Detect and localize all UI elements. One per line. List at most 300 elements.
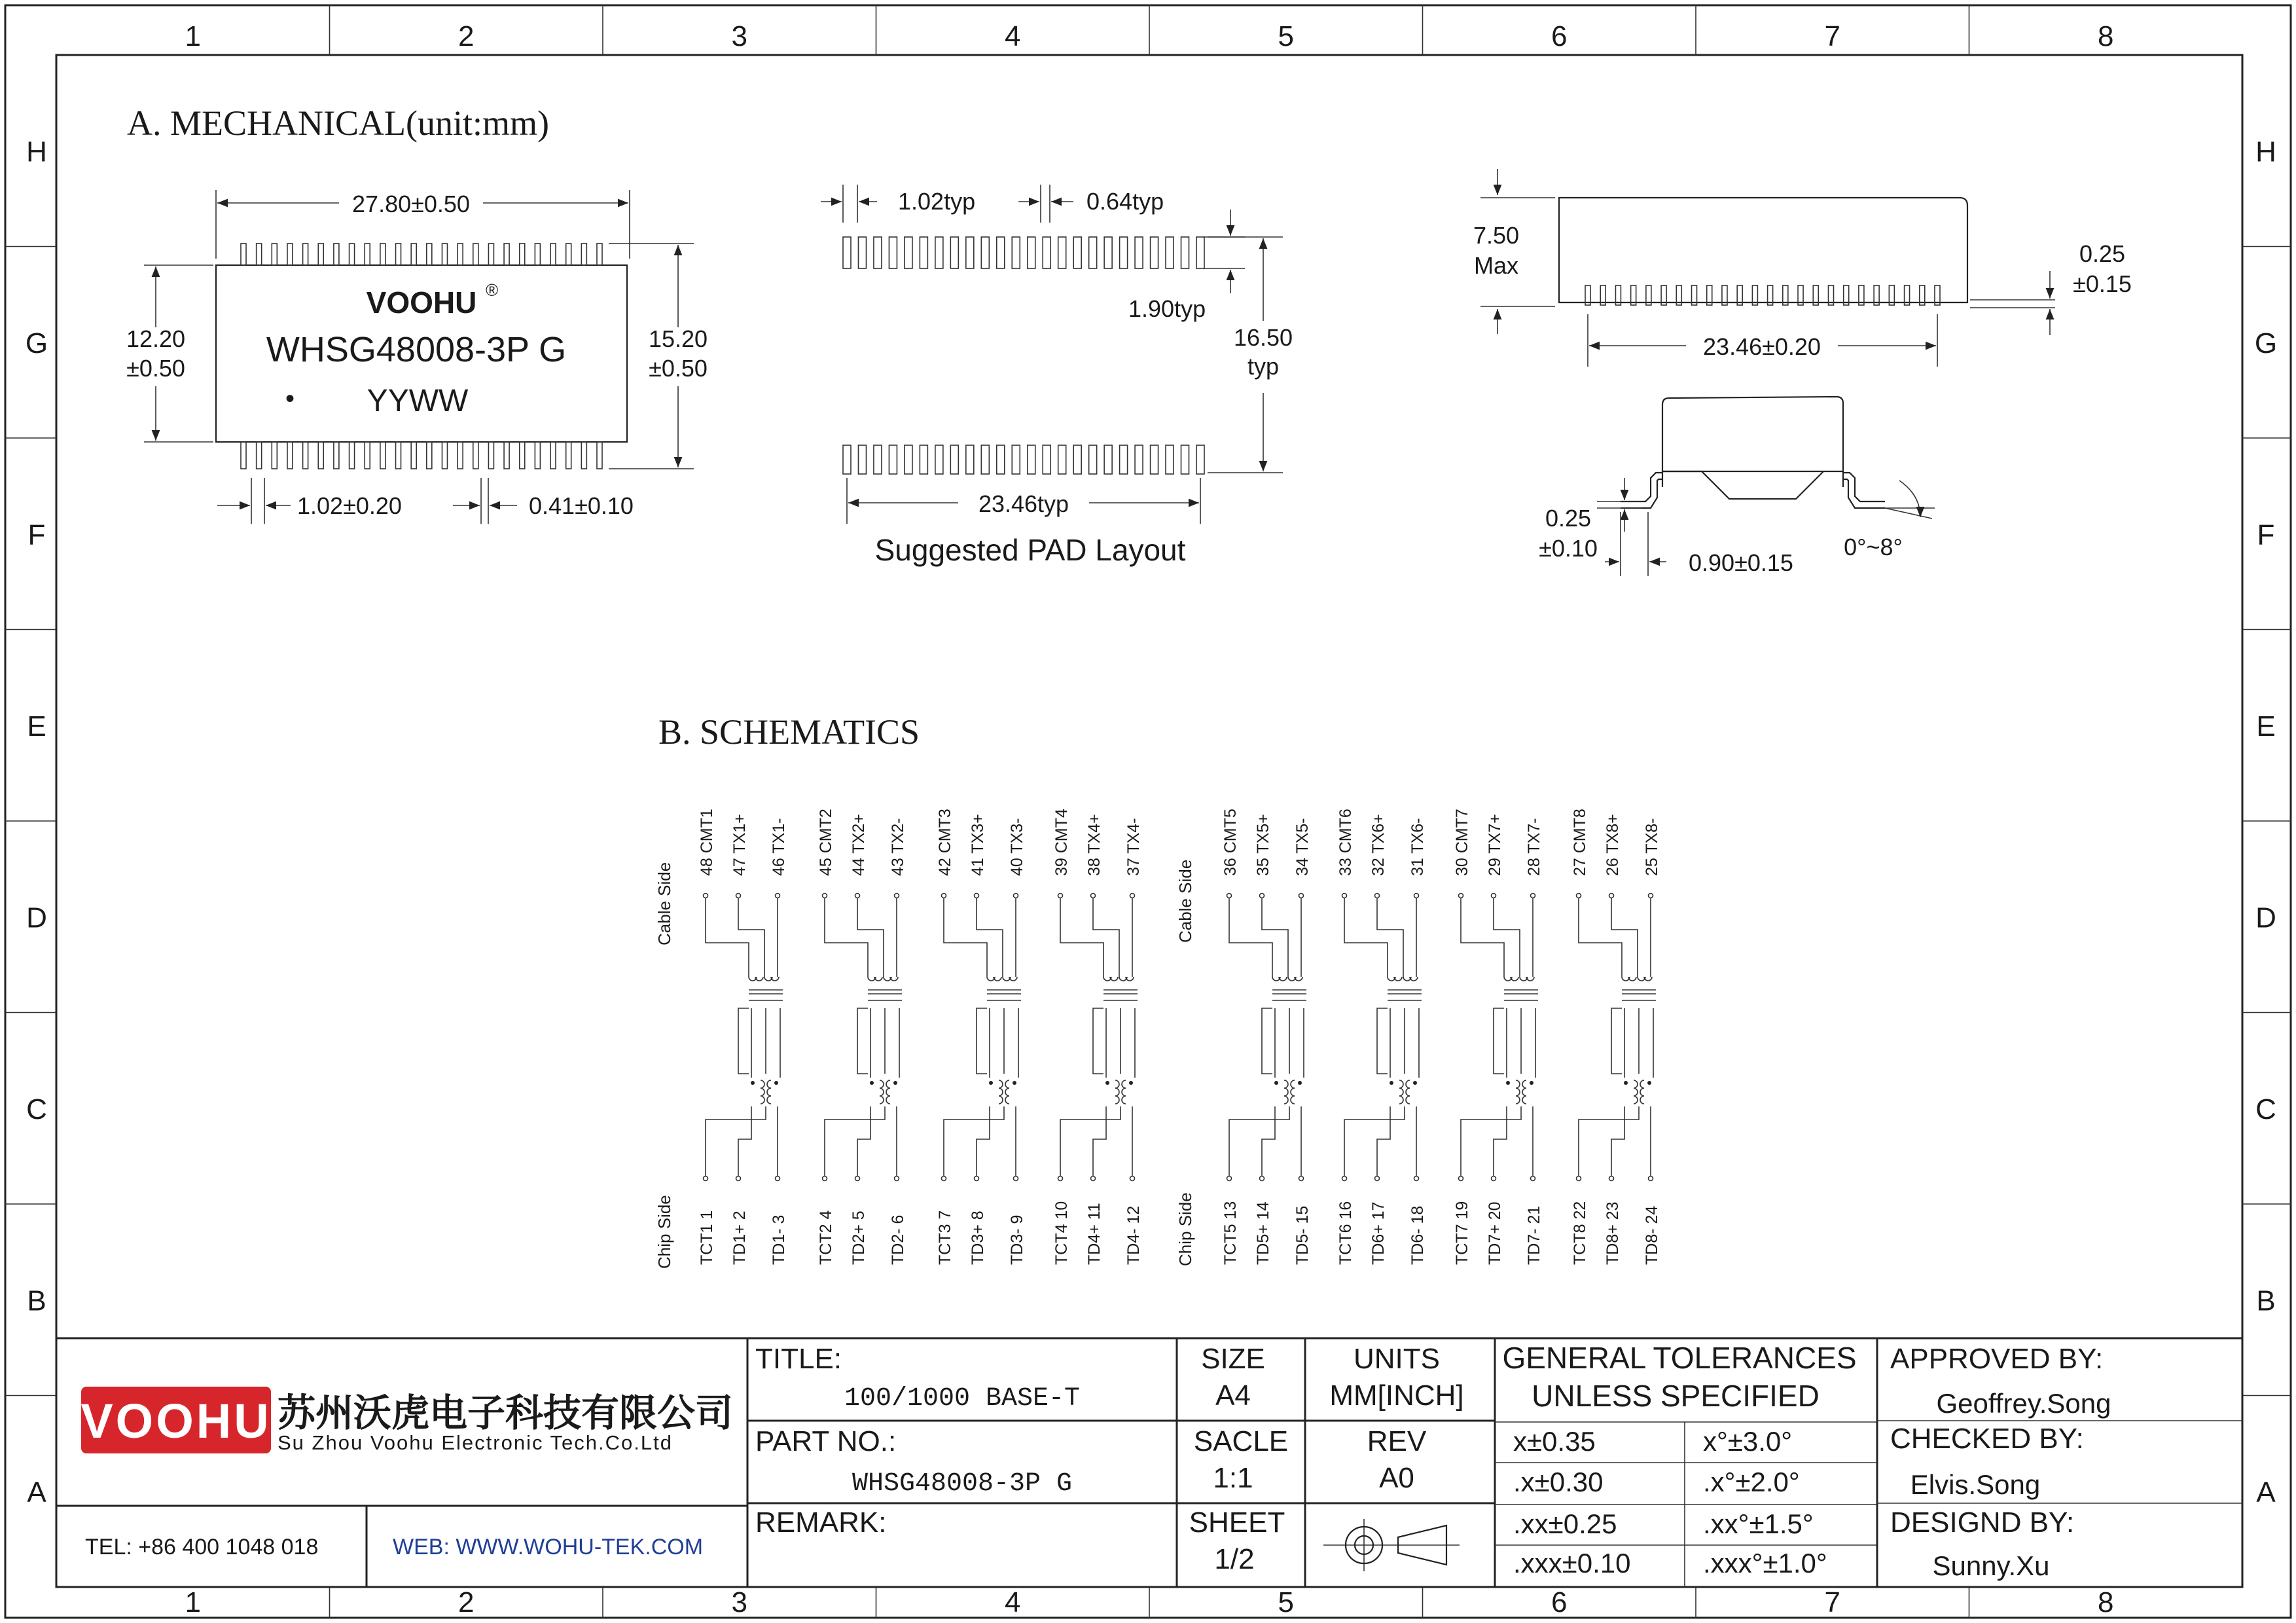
pin-terminal xyxy=(776,894,780,898)
lead xyxy=(303,442,308,469)
pad xyxy=(1028,237,1035,268)
pad xyxy=(981,445,989,474)
lead xyxy=(488,442,493,469)
checked-label: CHECKED BY: xyxy=(1890,1423,2084,1455)
pad xyxy=(1058,445,1066,474)
chip-side-label-right: Chip Side xyxy=(1175,1192,1195,1266)
pad xyxy=(1043,445,1050,474)
zone-row-label: E xyxy=(27,710,46,742)
designed-label: DESIGND BY: xyxy=(1890,1506,2075,1539)
zone-col-label: 1 xyxy=(185,20,201,52)
units-label: UNITS xyxy=(1354,1343,1440,1375)
lead xyxy=(488,244,493,265)
pad xyxy=(997,237,1005,268)
schematic-channel xyxy=(936,809,1026,1265)
schematic-channel xyxy=(817,809,907,1265)
lead xyxy=(550,442,556,469)
pad xyxy=(1058,237,1066,268)
lead xyxy=(350,442,355,469)
pin-label-chip: TCT6 16 xyxy=(1336,1201,1355,1265)
pin-terminal xyxy=(1014,894,1018,898)
pad xyxy=(1089,445,1097,474)
lead xyxy=(581,442,586,469)
zone-row-label: G xyxy=(2254,327,2278,359)
pad xyxy=(1073,237,1081,268)
lead xyxy=(396,442,401,469)
end-view xyxy=(1539,397,1935,576)
pin-label-cable: 26 TX8+ xyxy=(1604,814,1622,876)
pin-terminal xyxy=(1414,894,1419,898)
lead xyxy=(504,244,509,265)
pad xyxy=(935,445,943,474)
dim-body-height-value: 12.20 xyxy=(126,325,186,352)
pin-label-cable: 40 TX3- xyxy=(1008,818,1026,876)
pad xyxy=(950,445,958,474)
pin-label-cable: 35 TX5+ xyxy=(1254,814,1272,876)
company-tel: TEL: +86 400 1048 018 xyxy=(85,1535,319,1559)
size-value: A4 xyxy=(1215,1379,1251,1412)
top-view xyxy=(126,190,708,524)
pin-terminal xyxy=(1130,894,1135,898)
pin-label-cable: 42 CMT3 xyxy=(936,809,954,876)
pin-label-chip: TCT3 7 xyxy=(936,1210,954,1265)
sheet-value: 1/2 xyxy=(1214,1543,1255,1575)
zone-row-label: F xyxy=(27,519,46,551)
pin-terminal xyxy=(1260,1176,1265,1181)
lead xyxy=(241,442,246,469)
dim-lead-width: 0.41±0.10 xyxy=(529,492,634,519)
lead xyxy=(303,244,308,265)
dim-total-height-value: 15.20 xyxy=(648,325,708,352)
lead xyxy=(287,244,293,265)
zone-col-label: 3 xyxy=(731,1586,747,1618)
zone-row-label: B xyxy=(2256,1285,2276,1317)
dim-pad-length-total: 23.46typ xyxy=(978,490,1069,517)
lead xyxy=(272,442,277,469)
pin-terminal xyxy=(1058,894,1063,898)
pad xyxy=(1151,237,1158,268)
lead xyxy=(457,244,463,265)
pin-terminal xyxy=(855,1176,860,1181)
pad xyxy=(905,237,912,268)
brand-mark: VOOHU xyxy=(366,285,477,319)
pad xyxy=(1073,445,1081,474)
pin-terminal xyxy=(1609,1176,1614,1181)
zone-row-label: G xyxy=(25,327,48,359)
scale-value: 1:1 xyxy=(1213,1462,1253,1494)
pin-terminal xyxy=(975,1176,979,1181)
pin-terminal xyxy=(1091,894,1096,898)
pin-label-chip: TCT1 1 xyxy=(698,1210,716,1265)
pin-terminal xyxy=(736,894,741,898)
pad xyxy=(1181,237,1189,268)
pad xyxy=(889,445,897,474)
pin-terminal xyxy=(1492,894,1496,898)
pin-terminal xyxy=(1014,1176,1018,1181)
zone-col-label: 4 xyxy=(1005,20,1021,52)
sheet-label: SHEET xyxy=(1189,1506,1285,1539)
pin-label-chip: TD7+ 20 xyxy=(1486,1201,1504,1265)
zone-row-label: B xyxy=(27,1285,46,1317)
lead xyxy=(411,442,416,469)
approved-label: APPROVED BY: xyxy=(1890,1343,2104,1375)
pin-terminal xyxy=(1091,1176,1096,1181)
zone-row-label: C xyxy=(26,1093,47,1125)
lead xyxy=(566,442,571,469)
dim-pad-pitch: 1.02typ xyxy=(898,188,976,215)
pin-terminal xyxy=(1577,1176,1581,1181)
projection-symbol-icon xyxy=(1323,1519,1460,1571)
tolerance-linear: .xxx±0.10 xyxy=(1513,1548,1631,1578)
pin-terminal xyxy=(942,1176,946,1181)
pin-label-chip: TD4- 12 xyxy=(1124,1205,1143,1265)
pin-label-chip: TD7- 21 xyxy=(1525,1205,1543,1265)
pin-label-chip: TCT4 10 xyxy=(1052,1201,1071,1265)
lead xyxy=(287,442,293,469)
pin-terminal xyxy=(895,1176,899,1181)
zone-col-label: 3 xyxy=(731,20,747,52)
pin-label-cable: 36 CMT5 xyxy=(1221,809,1240,876)
dim-side-height-value: 7.50 xyxy=(1473,222,1520,249)
chip-side-label-left: Chip Side xyxy=(655,1195,674,1269)
schematic-channel xyxy=(1453,809,1543,1265)
pin-label-chip: TD1+ 2 xyxy=(730,1211,749,1265)
zone-row-label: D xyxy=(2255,902,2276,934)
pin-terminal xyxy=(1531,1176,1535,1181)
lead xyxy=(535,244,540,265)
zone-row-label: H xyxy=(2255,136,2276,168)
pad xyxy=(997,445,1005,474)
pin-terminal xyxy=(1375,894,1380,898)
pad xyxy=(1135,237,1143,268)
pad xyxy=(1151,445,1158,474)
dim-pad-span-unit: typ xyxy=(1247,353,1280,380)
tolerance-linear: .xx±0.25 xyxy=(1513,1508,1617,1539)
pad xyxy=(1166,237,1174,268)
lead xyxy=(442,244,447,265)
pad xyxy=(981,237,989,268)
title-label: TITLE: xyxy=(755,1343,842,1375)
pin-terminal xyxy=(823,1176,827,1181)
company-name-en: Su Zhou Voohu Electronic Tech.Co.Ltd xyxy=(278,1431,673,1454)
pad xyxy=(1104,237,1112,268)
zone-row-label: A xyxy=(2256,1476,2276,1508)
pad-layout xyxy=(821,185,1293,567)
pad xyxy=(1196,237,1204,268)
pin-label-chip: TD1- 3 xyxy=(770,1214,788,1265)
dim-total-height-tol: ±0.50 xyxy=(649,355,708,382)
rev-value: A0 xyxy=(1379,1462,1414,1494)
part-no-value: WHSG48008-3P G xyxy=(852,1469,1073,1499)
lead xyxy=(350,244,355,265)
pin-label-chip: TD2- 6 xyxy=(889,1214,907,1265)
zone-row-label: E xyxy=(2256,710,2276,742)
pad xyxy=(1012,237,1020,268)
pin-terminal xyxy=(942,894,946,898)
zone-col-label: 4 xyxy=(1005,1586,1021,1618)
lead xyxy=(365,442,370,469)
tolerances-title: GENERAL TOLERANCES xyxy=(1502,1341,1857,1375)
pin-label-chip: TD3- 9 xyxy=(1008,1214,1026,1265)
zone-col-label: 8 xyxy=(2098,1586,2114,1618)
dim-side-height-unit: Max xyxy=(1473,252,1519,279)
dim-lead-angle: 0°~8° xyxy=(1844,534,1903,560)
schematics-heading: B. SCHEMATICS xyxy=(658,712,920,752)
pin-terminal xyxy=(1414,1176,1419,1181)
dim-pad-span-value: 16.50 xyxy=(1233,324,1293,351)
pin-terminal xyxy=(1531,894,1535,898)
pin-label-cable: 33 CMT6 xyxy=(1336,809,1355,876)
zone-col-label: 7 xyxy=(1824,1586,1840,1618)
pad xyxy=(920,237,927,268)
pin-label-cable: 28 TX7- xyxy=(1525,818,1543,876)
pin-terminal xyxy=(1299,1176,1304,1181)
pad xyxy=(1120,445,1128,474)
company-name-cn: 苏州沃虎电子科技有限公司 xyxy=(278,1392,734,1434)
pad xyxy=(1181,445,1189,474)
lead xyxy=(566,244,571,265)
pin-label-cable: 30 CMT7 xyxy=(1453,809,1471,876)
lead xyxy=(550,244,556,265)
remark-label: REMARK: xyxy=(755,1506,887,1539)
lead xyxy=(457,442,463,469)
pin-label-cable: 39 CMT4 xyxy=(1052,809,1071,876)
pad xyxy=(1166,445,1174,474)
pin-label-cable: 41 TX3+ xyxy=(969,814,987,876)
pin-terminal xyxy=(1459,894,1463,898)
pin-terminal xyxy=(1649,1176,1653,1181)
rev-label: REV xyxy=(1367,1425,1427,1457)
lead xyxy=(427,244,432,265)
zone-col-label: 2 xyxy=(458,20,475,52)
pin-label-chip: TD3+ 8 xyxy=(969,1211,987,1265)
lead xyxy=(257,442,262,469)
schematic-channel xyxy=(1336,809,1427,1265)
pin-terminal xyxy=(1342,894,1347,898)
title-value: 100/1000 BASE-T xyxy=(844,1384,1081,1413)
lead xyxy=(411,244,416,265)
registered-mark: ® xyxy=(486,280,499,300)
lead xyxy=(597,244,602,265)
date-code: YYWW xyxy=(367,384,469,418)
pad xyxy=(1196,445,1204,474)
pin-label-chip: TCT7 19 xyxy=(1453,1201,1471,1265)
pin-label-chip: TD5+ 14 xyxy=(1254,1201,1272,1265)
schematic-channel xyxy=(1571,809,1661,1265)
pin-label-cable: 45 CMT2 xyxy=(817,809,835,876)
lead xyxy=(396,244,401,265)
pin-terminal xyxy=(1227,1176,1232,1181)
tolerance-angular: .x°±2.0° xyxy=(1703,1467,1800,1497)
pin-terminal xyxy=(1130,1176,1135,1181)
pad xyxy=(920,445,927,474)
company-logo-text: VOOHU xyxy=(81,1394,272,1448)
pin-label-cable: 27 CMT8 xyxy=(1571,809,1589,876)
pad xyxy=(1043,237,1050,268)
pin-label-cable: 47 TX1+ xyxy=(730,814,749,876)
dim-body-height-tol: ±0.50 xyxy=(126,355,185,382)
dim-standoff-tol: ±0.15 xyxy=(2073,270,2132,297)
tolerance-table xyxy=(1513,1426,1827,1578)
zone-row-label: H xyxy=(26,136,47,168)
pin-label-chip: TD5- 15 xyxy=(1293,1205,1312,1265)
lead xyxy=(442,442,447,469)
pad xyxy=(966,445,974,474)
zone-col-label: 5 xyxy=(1278,1586,1294,1618)
lead xyxy=(473,244,478,265)
side-view xyxy=(1473,169,2132,367)
dim-lead-thickness-value: 0.25 xyxy=(1545,505,1592,532)
lead xyxy=(318,244,323,265)
lead xyxy=(581,244,586,265)
pin-label-chip: TD4+ 11 xyxy=(1085,1203,1103,1265)
pin-label-chip: TD8+ 23 xyxy=(1604,1201,1622,1265)
lead xyxy=(520,244,525,265)
pad xyxy=(858,445,866,474)
lead xyxy=(241,244,246,265)
pin-terminal xyxy=(1227,894,1232,898)
schematic-channel xyxy=(1221,809,1312,1265)
zone-col-label: 6 xyxy=(1551,1586,1568,1618)
pad xyxy=(843,237,851,268)
company-web[interactable]: WEB: WWW.WOHU-TEK.COM xyxy=(393,1535,704,1559)
pad xyxy=(1104,445,1112,474)
part-marking: WHSG48008-3P G xyxy=(266,330,567,369)
zone-row-label: C xyxy=(2255,1093,2276,1125)
pin-label-chip: TCT2 4 xyxy=(817,1210,835,1265)
pin-terminal xyxy=(1577,894,1581,898)
pin-terminal xyxy=(975,894,979,898)
pin-terminal xyxy=(1260,894,1265,898)
units-value: MM[INCH] xyxy=(1329,1379,1464,1412)
pin-label-chip: TCT8 22 xyxy=(1571,1201,1589,1265)
lead xyxy=(504,442,509,469)
zone-labels xyxy=(26,20,2277,1618)
pad xyxy=(1120,237,1128,268)
pin-label-chip: TD6+ 17 xyxy=(1369,1201,1388,1265)
dim-lead-thickness-tol: ±0.10 xyxy=(1539,535,1598,562)
pad xyxy=(966,237,974,268)
pin-label-cable: 43 TX2- xyxy=(889,818,907,876)
pad xyxy=(843,445,851,474)
dim-standoff-value: 0.25 xyxy=(2079,240,2126,267)
dim-width: 27.80±0.50 xyxy=(352,191,470,217)
lead xyxy=(318,442,323,469)
zone-col-label: 6 xyxy=(1551,20,1568,52)
tolerance-linear: .x±0.30 xyxy=(1513,1467,1604,1497)
lead xyxy=(334,442,339,469)
pin-terminal xyxy=(1459,1176,1463,1181)
pin-label-cable: 31 TX6- xyxy=(1408,818,1427,876)
dim-pad-width: 0.64typ xyxy=(1086,188,1164,215)
dim-lead-pitch: 1.02±0.20 xyxy=(297,492,402,519)
part-no-label: PART NO.: xyxy=(755,1425,897,1457)
pad xyxy=(1028,445,1035,474)
pad xyxy=(950,237,958,268)
tolerance-angular: x°±3.0° xyxy=(1703,1426,1793,1457)
pin-label-chip: TCT5 13 xyxy=(1221,1201,1240,1265)
pin-terminal xyxy=(1492,1176,1496,1181)
pad-layout-caption: Suggested PAD Layout xyxy=(874,533,1186,567)
pin-label-cable: 46 TX1- xyxy=(770,818,788,876)
pad xyxy=(874,237,882,268)
zone-row-label: D xyxy=(26,902,47,934)
zone-col-label: 5 xyxy=(1278,20,1294,52)
pin-label-cable: 34 TX5- xyxy=(1293,818,1312,876)
pin-label-cable: 48 CMT1 xyxy=(698,809,716,876)
pin-terminal xyxy=(1342,1176,1347,1181)
pin-terminal xyxy=(1375,1176,1380,1181)
dim-pad-length: 1.90typ xyxy=(1128,295,1206,322)
cable-side-label-left: Cable Side xyxy=(655,862,674,945)
pin-label-cable: 44 TX2+ xyxy=(850,814,868,876)
pad xyxy=(935,237,943,268)
pin-terminal xyxy=(1058,1176,1063,1181)
pad xyxy=(1089,237,1097,268)
pad xyxy=(858,237,866,268)
checked-value: Elvis.Song xyxy=(1910,1469,2041,1500)
lead xyxy=(257,244,262,265)
schematic-channel xyxy=(698,809,788,1265)
pin-terminal xyxy=(736,1176,741,1181)
pin-label-cable: 29 TX7+ xyxy=(1486,814,1504,876)
pin-terminal xyxy=(1609,894,1614,898)
lead xyxy=(535,442,540,469)
lead xyxy=(520,442,525,469)
zone-row-label: F xyxy=(2257,519,2275,551)
lead xyxy=(427,442,432,469)
zone-col-label: 2 xyxy=(458,1586,475,1618)
lead xyxy=(334,244,339,265)
zone-row-label: A xyxy=(27,1476,46,1508)
pin-terminal xyxy=(704,894,708,898)
lead xyxy=(365,244,370,265)
pin-terminal xyxy=(776,1176,780,1181)
lead xyxy=(597,442,602,469)
pad xyxy=(905,445,912,474)
size-label: SIZE xyxy=(1201,1343,1265,1375)
lead xyxy=(473,442,478,469)
zone-col-label: 8 xyxy=(2098,20,2114,52)
pin-label-cable: 25 TX8- xyxy=(1643,818,1661,876)
dim-lead-foot: 0.90±0.15 xyxy=(1689,549,1793,576)
pad xyxy=(874,445,882,474)
dim-lead-span: 23.46±0.20 xyxy=(1703,333,1821,360)
pin-terminal xyxy=(855,894,860,898)
zone-col-label: 7 xyxy=(1824,20,1840,52)
approved-value: Geoffrey.Song xyxy=(1936,1388,2111,1419)
pin-label-chip: TD2+ 5 xyxy=(850,1211,868,1265)
tolerance-angular: .xxx°±1.0° xyxy=(1703,1548,1827,1578)
lead xyxy=(272,244,277,265)
sheet-frame xyxy=(5,5,2291,1618)
pin1-dot: • xyxy=(285,384,295,413)
zone-col-label: 1 xyxy=(185,1586,201,1618)
title-block xyxy=(56,1338,2242,1587)
lead xyxy=(380,442,386,469)
pin-label-cable: 37 TX4- xyxy=(1124,818,1143,876)
scale-label: SACLE xyxy=(1193,1425,1289,1457)
pin-terminal xyxy=(1649,894,1653,898)
schematic-channel xyxy=(1052,809,1143,1265)
pin-label-cable: 32 TX6+ xyxy=(1369,814,1388,876)
pin-terminal xyxy=(823,894,827,898)
pin-terminal xyxy=(704,1176,708,1181)
pin-label-cable: 38 TX4+ xyxy=(1085,814,1103,876)
cable-side-label-right: Cable Side xyxy=(1175,859,1195,943)
mechanical-heading: A. MECHANICAL(unit:mm) xyxy=(127,103,549,143)
pin-label-chip: TD6- 18 xyxy=(1408,1205,1427,1265)
